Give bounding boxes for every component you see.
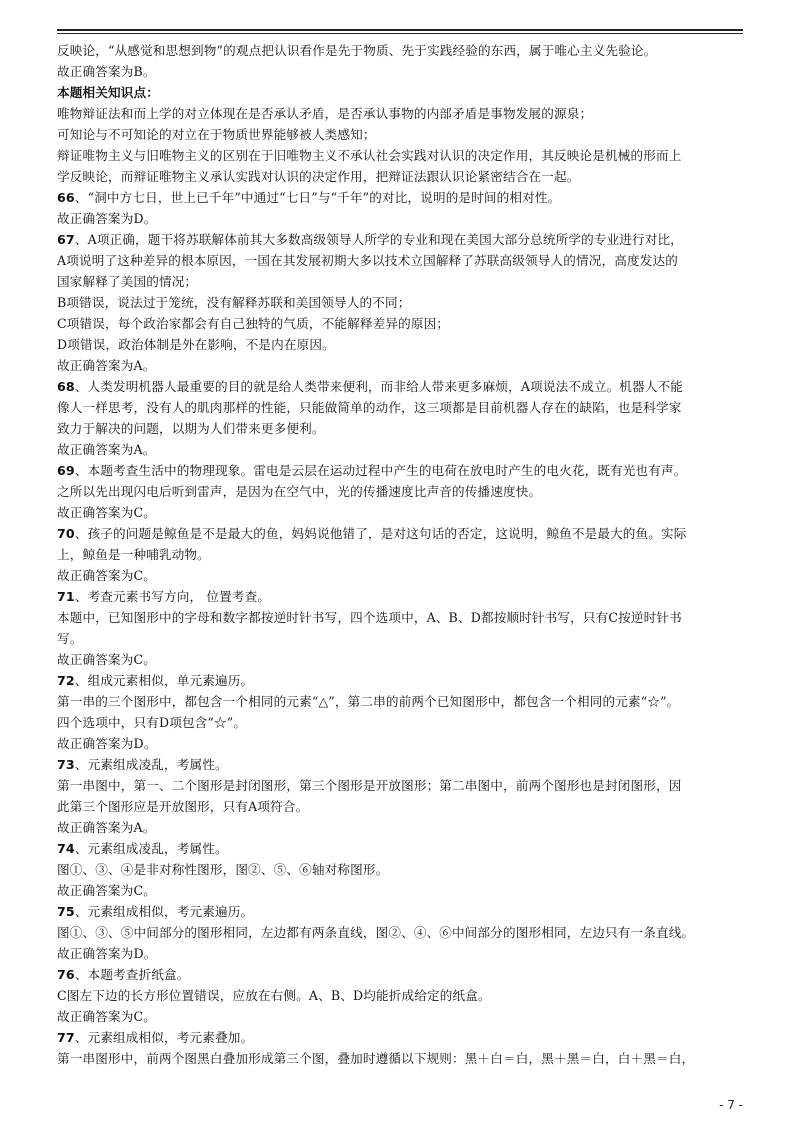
- line-text: 辩证唯物主义与旧唯物主义的区别在于旧唯物主义不承认社会实践对认识的决定作用，其反映论是机械的形而上: [57, 148, 682, 163]
- text-line: [57, 355, 747, 376]
- text-line: [57, 901, 747, 922]
- line-text: 、A项正确，题干将苏联解体前其大多数高级领导人所学的专业和现在美国大部分总统所学的专业进行对比，: [74, 232, 684, 247]
- line-text: 故正确答案为D。: [57, 736, 157, 751]
- text-line: [57, 40, 747, 61]
- line-text: 、本题考查生活中的物理现象。雷电是云层在运动过程中产生的电荷在放电时产生的电火花，既有光也有声。: [74, 463, 687, 478]
- line-text: 本题中，已知图形中的字母和数字都按逆时针书写，四个选项中，A、B、D都按顺时针书写，只有C按逆时针书: [57, 610, 682, 625]
- line-text: 故正确答案为C。: [57, 1009, 156, 1024]
- text-line: [57, 376, 747, 397]
- line-text: A项说明了这种差异的根本原因，一国在其发展初期大多以技术立国解释了苏联高级领导人的情况，高度发达的: [57, 253, 678, 268]
- text-line: [57, 565, 747, 586]
- line-text: D项错误，政治体制是外在影响，不是内在原因。: [57, 337, 335, 352]
- text-line: [57, 481, 747, 502]
- line-text: 第一串的三个图形中，都包含一个相同的元素“△”，第二串的前两个已知图形中，都包含一个相同的元素“☆”。: [57, 694, 680, 709]
- line-text: 第一串图形中，前两个图黑白叠加形成第三个图，叠加时遵循以下规则：黑＋白＝白，黑＋黑＝白，白＋黑＝白，: [57, 1051, 695, 1066]
- line-text: 致力于解决的问题，以期为人们带来更多便利。: [57, 421, 325, 436]
- question-number: 75: [57, 904, 75, 919]
- question-number: 69: [57, 463, 75, 478]
- question-number: 67: [57, 232, 75, 247]
- text-line: [57, 691, 747, 712]
- text-line: [57, 649, 747, 670]
- text-line: [57, 334, 747, 355]
- question-number: 73: [57, 757, 75, 772]
- text-line: [57, 61, 747, 82]
- line-text: 、元素组成凌乱，考属性。: [74, 841, 228, 856]
- text-line: [57, 229, 747, 250]
- text-line: [57, 943, 747, 964]
- line-text: 故正确答案为A。: [57, 442, 156, 457]
- text-line: [57, 607, 747, 628]
- line-text: B项错误，说法过于笼统，没有解释苏联和美国领导人的不同；: [57, 295, 411, 310]
- text-line: [57, 670, 747, 691]
- line-text: 故正确答案为C。: [57, 652, 156, 667]
- line-text: 故正确答案为D。: [57, 211, 157, 226]
- line-text: 、本题考查折纸盒。: [74, 967, 190, 982]
- document-body: [57, 40, 747, 1069]
- text-line: [57, 880, 747, 901]
- text-line: [57, 838, 747, 859]
- line-text: 、考查元素书写方向， 位置考查。: [74, 589, 271, 604]
- text-line: [57, 145, 747, 166]
- text-line: [57, 1027, 747, 1048]
- text-line: [57, 103, 747, 124]
- line-text: 、元素组成相似，考元素叠加。: [74, 1030, 254, 1045]
- line-text: C项错误，每个政治家都会有自己独特的气质，不能解释差异的原因；: [57, 316, 450, 331]
- header-rule: [57, 29, 743, 31]
- text-line: [57, 1006, 747, 1027]
- line-text: 、元素组成凌乱，考属性。: [74, 757, 228, 772]
- text-line: [57, 250, 747, 271]
- line-text: 故正确答案为A。: [57, 358, 156, 373]
- text-line: [57, 460, 747, 481]
- line-text: 可知论与不可知论的对立在于物质世界能够被人类感知；: [57, 127, 376, 142]
- line-text: 反映论，“从感觉和思想到物”的观点把认识看作是先于物质、先于实践经验的东西，属于唯心主义先验论。: [57, 43, 657, 58]
- line-text: 、元素组成相似，考元素遍历。: [74, 904, 254, 919]
- text-line: [57, 796, 747, 817]
- question-number: 68: [57, 379, 75, 394]
- text-line: [57, 208, 747, 229]
- text-line: [57, 1048, 747, 1069]
- line-text: 、“洞中方七日，世上已千年”中通过“七日”与“千年”的对比，说明的是时间的相对性。: [74, 190, 561, 205]
- text-line: [57, 82, 747, 103]
- text-line: [57, 187, 747, 208]
- text-line: [57, 124, 747, 145]
- line-text: 学反映论，而辩证唯物主义承认实践对认识的决定作用，把辩证法跟认识论紧密结合在一起。: [57, 169, 580, 184]
- line-text: 、孩子的问题是鲸鱼是不是最大的鱼，妈妈说他错了，是对这句话的否定，这说明，鲸鱼不是最大的鱼。实际: [74, 526, 687, 541]
- line-text: 故正确答案为C。: [57, 568, 156, 583]
- text-line: [57, 502, 747, 523]
- line-text: 之所以先出现闪电后听到雷声，是因为在空气中，光的传播速度比声音的传播速度快。: [57, 484, 542, 499]
- text-line: [57, 922, 747, 943]
- line-text: 像人一样思考，没有人的肌肉那样的性能，只能做简单的动作，这三项都是目前机器人存在的缺陷，也是科学家: [57, 400, 682, 415]
- line-text: 四个选项中，只有D项包含“☆”。: [57, 715, 247, 730]
- text-line: [57, 628, 747, 649]
- line-text: 、组成元素相似，单元素遍历。: [74, 673, 254, 688]
- text-line: [57, 166, 747, 187]
- question-number: 72: [57, 673, 75, 688]
- question-number: 70: [57, 526, 75, 541]
- line-text: 第一串图中，第一、二个图形是封闭图形，第三个图形是开放图形；第二串图中，前两个图形也是封闭图形，因: [57, 778, 682, 793]
- line-text: 国家解释了美国的情况；: [57, 274, 198, 289]
- text-line: [57, 964, 747, 985]
- question-number: 71: [57, 589, 75, 604]
- text-line: [57, 544, 747, 565]
- line-text: 此第三个图形应是开放图形，只有A项符合。: [57, 799, 309, 814]
- text-line: [57, 523, 747, 544]
- line-text: 故正确答案为D。: [57, 946, 157, 961]
- line-text: 、人类发明机器人最重要的目的就是给人类带来便利，而非给人带来更多麻烦，A项说法不成立。机器人不能: [74, 379, 684, 394]
- line-text: 故正确答案为B。: [57, 64, 156, 79]
- text-line: [57, 733, 747, 754]
- text-line: [57, 586, 747, 607]
- line-text: 写。: [57, 631, 83, 646]
- text-line: [57, 271, 747, 292]
- line-text: 故正确答案为C。: [57, 883, 156, 898]
- line-text: 故正确答案为A。: [57, 820, 156, 835]
- line-text: 图①、③、④是非对称性图形，图②、⑤、⑥轴对称图形。: [57, 862, 389, 877]
- text-line: [57, 439, 747, 460]
- question-number: 66: [57, 190, 75, 205]
- text-line: [57, 817, 747, 838]
- section-heading: 本题相关知识点：: [57, 85, 159, 100]
- line-text: 唯物辩证法和而上学的对立体现在是否承认矛盾，是否承认事物的内部矛盾是事物发展的源泉；: [57, 106, 593, 121]
- text-line: [57, 775, 747, 796]
- line-text: 图①、③、⑤中间部分的图形相同，左边都有两条直线，图②、④、⑥中间部分的图形相同，左边只有一条直线。: [57, 925, 695, 940]
- text-line: [57, 292, 747, 313]
- header-rule-thin: [57, 33, 743, 34]
- text-line: [57, 418, 747, 439]
- line-text: 上，鲸鱼是一种哺乳动物。: [57, 547, 210, 562]
- question-number: 76: [57, 967, 75, 982]
- text-line: [57, 859, 747, 880]
- question-number: 77: [57, 1030, 75, 1045]
- text-line: [57, 313, 747, 334]
- text-line: [57, 985, 747, 1006]
- question-number: 74: [57, 841, 75, 856]
- text-line: [57, 754, 747, 775]
- line-text: 故正确答案为C。: [57, 505, 156, 520]
- text-line: [57, 712, 747, 733]
- page-number: - 7 -: [719, 1098, 743, 1112]
- line-text: C图左下边的长方形位置错误，应放在右侧。A、B、D均能折成给定的纸盒。: [57, 988, 491, 1003]
- text-line: [57, 397, 747, 418]
